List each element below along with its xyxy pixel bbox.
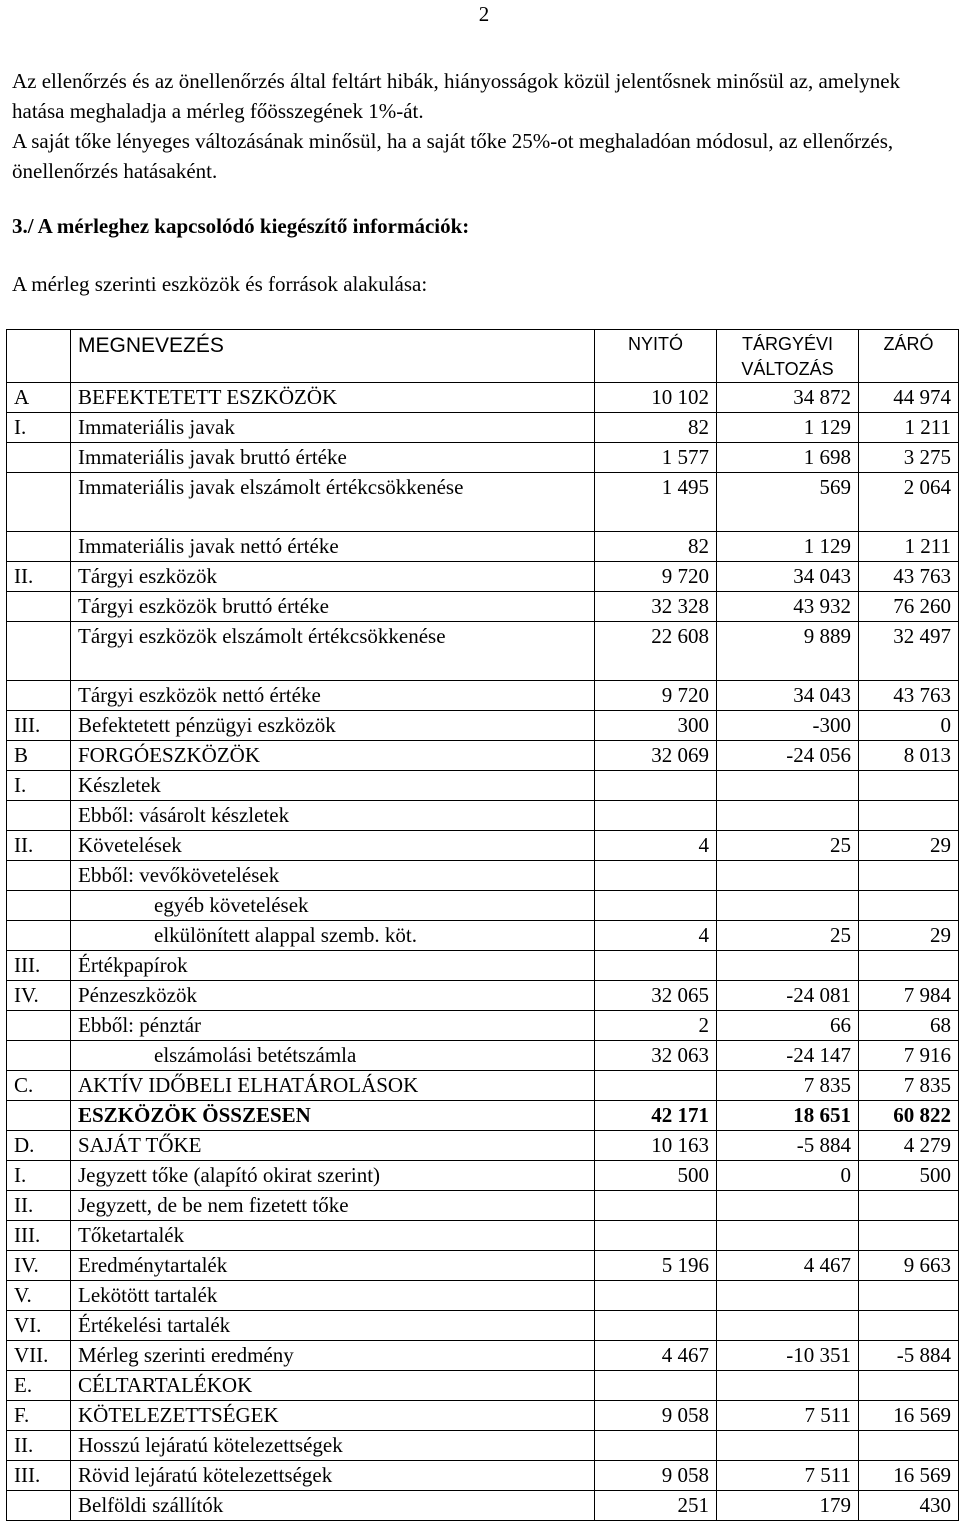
row-opening-value: 42 171 — [595, 1101, 717, 1131]
row-code: B — [7, 741, 71, 771]
row-code: V. — [7, 1281, 71, 1311]
header-change: TÁRGYÉVI VÁLTOZÁS — [717, 330, 859, 383]
table-row — [7, 741, 959, 771]
row-opening-value: 4 — [595, 831, 717, 861]
intro-text — [12, 66, 957, 186]
row-code: II. — [7, 831, 71, 861]
row-code: VI. — [7, 1311, 71, 1341]
row-change-value: 34 872 — [717, 383, 859, 413]
row-closing-value — [859, 1221, 959, 1251]
row-code: III. — [7, 1221, 71, 1251]
row-opening-value — [595, 951, 717, 981]
row-name: BEFEKTETETT ESZKÖZÖK — [71, 383, 595, 413]
row-name: Mérleg szerinti eredmény — [71, 1341, 595, 1371]
header-code-cell — [7, 330, 71, 383]
row-name: Tárgyi eszközök bruttó értéke — [71, 592, 595, 622]
table-row — [7, 981, 959, 1011]
row-name: Eredménytartalék — [71, 1251, 595, 1281]
table-row — [7, 921, 959, 951]
row-code: IV. — [7, 981, 71, 1011]
row-closing-value: 60 822 — [859, 1101, 959, 1131]
table-row — [7, 1161, 959, 1191]
row-opening-value: 300 — [595, 711, 717, 741]
row-change-value: -10 351 — [717, 1341, 859, 1371]
row-code — [7, 1101, 71, 1131]
row-change-value: 25 — [717, 831, 859, 861]
row-change-value — [717, 951, 859, 981]
header-name: MEGNEVEZÉS — [71, 330, 595, 383]
row-name: Lekötött tartalék — [71, 1281, 595, 1311]
row-opening-value — [595, 1431, 717, 1461]
row-code: II. — [7, 1191, 71, 1221]
row-closing-value: 2 064 — [859, 473, 959, 532]
row-opening-value: 32 065 — [595, 981, 717, 1011]
row-opening-value: 32 328 — [595, 592, 717, 622]
row-opening-value: 9 720 — [595, 562, 717, 592]
row-code: II. — [7, 562, 71, 592]
row-closing-value — [859, 1191, 959, 1221]
table-row — [7, 473, 959, 532]
row-closing-value — [859, 1371, 959, 1401]
table-row — [7, 1281, 959, 1311]
row-change-value: 25 — [717, 921, 859, 951]
table-row — [7, 1221, 959, 1251]
row-closing-value: 68 — [859, 1011, 959, 1041]
row-name-text: elszámolási betétszámla — [154, 1043, 357, 1067]
row-opening-value: 32 069 — [595, 741, 717, 771]
row-change-value — [717, 801, 859, 831]
row-opening-value: 32 063 — [595, 1041, 717, 1071]
row-closing-value: 7 916 — [859, 1041, 959, 1071]
row-change-value: 43 932 — [717, 592, 859, 622]
row-change-value — [717, 891, 859, 921]
row-code — [7, 801, 71, 831]
row-name — [71, 1041, 595, 1071]
row-change-value: 179 — [717, 1491, 859, 1521]
row-change-value: 7 511 — [717, 1461, 859, 1491]
table-row — [7, 1341, 959, 1371]
row-closing-value — [859, 1431, 959, 1461]
row-name: Értékpapírok — [71, 951, 595, 981]
table-row — [7, 1311, 959, 1341]
row-code: D. — [7, 1131, 71, 1161]
row-change-value: 18 651 — [717, 1101, 859, 1131]
row-name: Jegyzett, de be nem fizetett tőke — [71, 1191, 595, 1221]
row-closing-value — [859, 1311, 959, 1341]
row-opening-value — [595, 891, 717, 921]
intro-paragraph-materiality: Az ellenőrzés és az önellenőrzés által feltárt hibák, hiányosságok közül jelentősnek minősül az, amelynek hatása meghaladja a mérleg főösszegének 1%-át. — [12, 69, 901, 123]
intro-paragraph-equity-change: A saját tőke lényeges változásának minősül, ha a saját tőke 25%-ot meghaladóan módosul, az ellenőrzés, önellenőrzés hatásaként. — [12, 129, 894, 183]
row-code — [7, 473, 71, 532]
row-change-value: -24 081 — [717, 981, 859, 1011]
header-closing: ZÁRÓ — [859, 330, 959, 383]
table-row — [7, 1431, 959, 1461]
row-closing-value: 16 569 — [859, 1401, 959, 1431]
row-closing-value: 1 211 — [859, 532, 959, 562]
row-name: Készletek — [71, 771, 595, 801]
row-opening-value: 2 — [595, 1011, 717, 1041]
table-row — [7, 383, 959, 413]
table-row — [7, 1041, 959, 1071]
row-opening-value: 4 — [595, 921, 717, 951]
row-change-value: 4 467 — [717, 1251, 859, 1281]
row-change-value: 1 129 — [717, 532, 859, 562]
row-opening-value: 9 720 — [595, 681, 717, 711]
row-code — [7, 443, 71, 473]
row-change-value: 0 — [717, 1161, 859, 1191]
row-closing-value: 9 663 — [859, 1251, 959, 1281]
row-code: VII. — [7, 1341, 71, 1371]
row-change-value: 1 129 — [717, 413, 859, 443]
row-code: E. — [7, 1371, 71, 1401]
row-closing-value — [859, 951, 959, 981]
row-closing-value: -5 884 — [859, 1341, 959, 1371]
row-opening-value: 10 163 — [595, 1131, 717, 1161]
row-closing-value: 43 763 — [859, 562, 959, 592]
row-closing-value: 8 013 — [859, 741, 959, 771]
table-row — [7, 1191, 959, 1221]
row-change-value: 34 043 — [717, 681, 859, 711]
row-code: A — [7, 383, 71, 413]
row-code — [7, 532, 71, 562]
row-opening-value — [595, 1371, 717, 1401]
table-row — [7, 1131, 959, 1161]
row-change-value — [717, 861, 859, 891]
row-name: Rövid lejáratú kötelezettségek — [71, 1461, 595, 1491]
table-row — [7, 951, 959, 981]
table-row — [7, 1011, 959, 1041]
table-row — [7, 1101, 959, 1131]
table-row — [7, 1071, 959, 1101]
table-row — [7, 562, 959, 592]
row-change-value: 569 — [717, 473, 859, 532]
table-row — [7, 831, 959, 861]
row-name: Követelések — [71, 831, 595, 861]
row-change-value — [717, 771, 859, 801]
row-name: SAJÁT TŐKE — [71, 1131, 595, 1161]
row-opening-value: 500 — [595, 1161, 717, 1191]
row-change-value: -24 056 — [717, 741, 859, 771]
row-change-value: 34 043 — [717, 562, 859, 592]
row-name: Befektetett pénzügyi eszközök — [71, 711, 595, 741]
row-code — [7, 891, 71, 921]
row-opening-value — [595, 1071, 717, 1101]
row-name: Tárgyi eszközök nettó értéke — [71, 681, 595, 711]
row-name: Immateriális javak — [71, 413, 595, 443]
row-change-value: -24 147 — [717, 1041, 859, 1071]
table-row — [7, 1251, 959, 1281]
row-opening-value: 4 467 — [595, 1341, 717, 1371]
row-closing-value: 32 497 — [859, 622, 959, 681]
row-code: F. — [7, 1401, 71, 1431]
table-row — [7, 413, 959, 443]
section-title: 3./ A mérleghez kapcsolódó kiegészítő információk: — [12, 214, 470, 238]
row-name: Ebből: vevőkövetelések — [71, 861, 595, 891]
page-number: 2 — [478, 2, 490, 26]
row-code: III. — [7, 1461, 71, 1491]
table-row — [7, 1491, 959, 1521]
row-opening-value: 10 102 — [595, 383, 717, 413]
row-change-value — [717, 1311, 859, 1341]
row-code — [7, 921, 71, 951]
balance-sheet-table — [6, 329, 959, 1521]
row-opening-value — [595, 1311, 717, 1341]
row-opening-value: 82 — [595, 413, 717, 443]
row-closing-value: 7 984 — [859, 981, 959, 1011]
row-change-value: 1 698 — [717, 443, 859, 473]
table-row — [7, 891, 959, 921]
table-row — [7, 622, 959, 681]
row-name: Immateriális javak elszámolt értékcsökkenése — [71, 473, 595, 532]
row-name: FORGÓESZKÖZÖK — [71, 741, 595, 771]
row-name-text: egyéb követelések — [154, 893, 309, 917]
row-change-value: -300 — [717, 711, 859, 741]
row-closing-value: 430 — [859, 1491, 959, 1521]
table-row — [7, 711, 959, 741]
row-closing-value: 29 — [859, 921, 959, 951]
row-name-text: elkülönített alappal szemb. köt. — [154, 923, 418, 947]
row-closing-value: 16 569 — [859, 1461, 959, 1491]
row-closing-value — [859, 1281, 959, 1311]
row-code — [7, 1041, 71, 1071]
section-subtitle: A mérleg szerinti eszközök és források alakulása: — [12, 272, 428, 296]
row-code: II. — [7, 1431, 71, 1461]
table-row — [7, 592, 959, 622]
row-change-value: 7 835 — [717, 1071, 859, 1101]
row-code: III. — [7, 711, 71, 741]
row-code: III. — [7, 951, 71, 981]
row-code — [7, 1491, 71, 1521]
row-name: Hosszú lejáratú kötelezettségek — [71, 1431, 595, 1461]
row-name: AKTÍV IDŐBELI ELHATÁROLÁSOK — [71, 1071, 595, 1101]
row-opening-value: 82 — [595, 532, 717, 562]
table-row — [7, 771, 959, 801]
table-row — [7, 443, 959, 473]
table-row — [7, 1401, 959, 1431]
row-change-value: 9 889 — [717, 622, 859, 681]
row-change-value — [717, 1431, 859, 1461]
row-change-value — [717, 1221, 859, 1251]
row-name: Tőketartalék — [71, 1221, 595, 1251]
row-change-value: 7 511 — [717, 1401, 859, 1431]
row-code — [7, 1011, 71, 1041]
row-closing-value: 3 275 — [859, 443, 959, 473]
row-change-value — [717, 1191, 859, 1221]
row-closing-value: 500 — [859, 1161, 959, 1191]
row-name: Tárgyi eszközök elszámolt értékcsökkenése — [71, 622, 595, 681]
row-name: Jegyzett tőke (alapító okirat szerint) — [71, 1161, 595, 1191]
row-code — [7, 681, 71, 711]
row-closing-value — [859, 891, 959, 921]
row-name: Pénzeszközök — [71, 981, 595, 1011]
row-opening-value — [595, 801, 717, 831]
table-row — [7, 532, 959, 562]
row-opening-value: 251 — [595, 1491, 717, 1521]
row-change-value: 66 — [717, 1011, 859, 1041]
row-opening-value: 5 196 — [595, 1251, 717, 1281]
row-closing-value — [859, 861, 959, 891]
row-closing-value — [859, 771, 959, 801]
row-closing-value: 43 763 — [859, 681, 959, 711]
row-name: Belföldi szállítók — [71, 1491, 595, 1521]
row-closing-value: 0 — [859, 711, 959, 741]
row-opening-value — [595, 771, 717, 801]
row-closing-value: 44 974 — [859, 383, 959, 413]
table-row — [7, 681, 959, 711]
row-name: ESZKÖZÖK ÖSSZESEN — [71, 1101, 595, 1131]
row-code: I. — [7, 771, 71, 801]
row-closing-value: 29 — [859, 831, 959, 861]
row-name — [71, 921, 595, 951]
row-name: KÖTELEZETTSÉGEK — [71, 1401, 595, 1431]
row-closing-value: 76 260 — [859, 592, 959, 622]
row-code — [7, 622, 71, 681]
row-opening-value: 22 608 — [595, 622, 717, 681]
row-opening-value — [595, 861, 717, 891]
table-row — [7, 1461, 959, 1491]
row-opening-value: 9 058 — [595, 1461, 717, 1491]
row-name: Értékelési tartalék — [71, 1311, 595, 1341]
table-row — [7, 861, 959, 891]
row-change-value: -5 884 — [717, 1131, 859, 1161]
row-opening-value: 1 577 — [595, 443, 717, 473]
row-code: IV. — [7, 1251, 71, 1281]
row-code: I. — [7, 413, 71, 443]
row-code — [7, 861, 71, 891]
row-opening-value: 9 058 — [595, 1401, 717, 1431]
row-name: Tárgyi eszközök — [71, 562, 595, 592]
row-name: Immateriális javak bruttó értéke — [71, 443, 595, 473]
row-closing-value: 7 835 — [859, 1071, 959, 1101]
header-opening: NYITÓ — [595, 330, 717, 383]
row-opening-value: 1 495 — [595, 473, 717, 532]
row-opening-value — [595, 1191, 717, 1221]
table-row — [7, 801, 959, 831]
row-closing-value: 4 279 — [859, 1131, 959, 1161]
row-code: C. — [7, 1071, 71, 1101]
row-closing-value — [859, 801, 959, 831]
table-header-row — [7, 330, 959, 383]
row-change-value — [717, 1281, 859, 1311]
row-name — [71, 891, 595, 921]
row-closing-value: 1 211 — [859, 413, 959, 443]
row-opening-value — [595, 1221, 717, 1251]
table-row — [7, 1371, 959, 1401]
row-change-value — [717, 1371, 859, 1401]
row-opening-value — [595, 1281, 717, 1311]
row-name: Immateriális javak nettó értéke — [71, 532, 595, 562]
row-name: CÉLTARTALÉKOK — [71, 1371, 595, 1401]
row-name: Ebből: vásárolt készletek — [71, 801, 595, 831]
row-name: Ebből: pénztár — [71, 1011, 595, 1041]
row-code — [7, 592, 71, 622]
row-code: I. — [7, 1161, 71, 1191]
